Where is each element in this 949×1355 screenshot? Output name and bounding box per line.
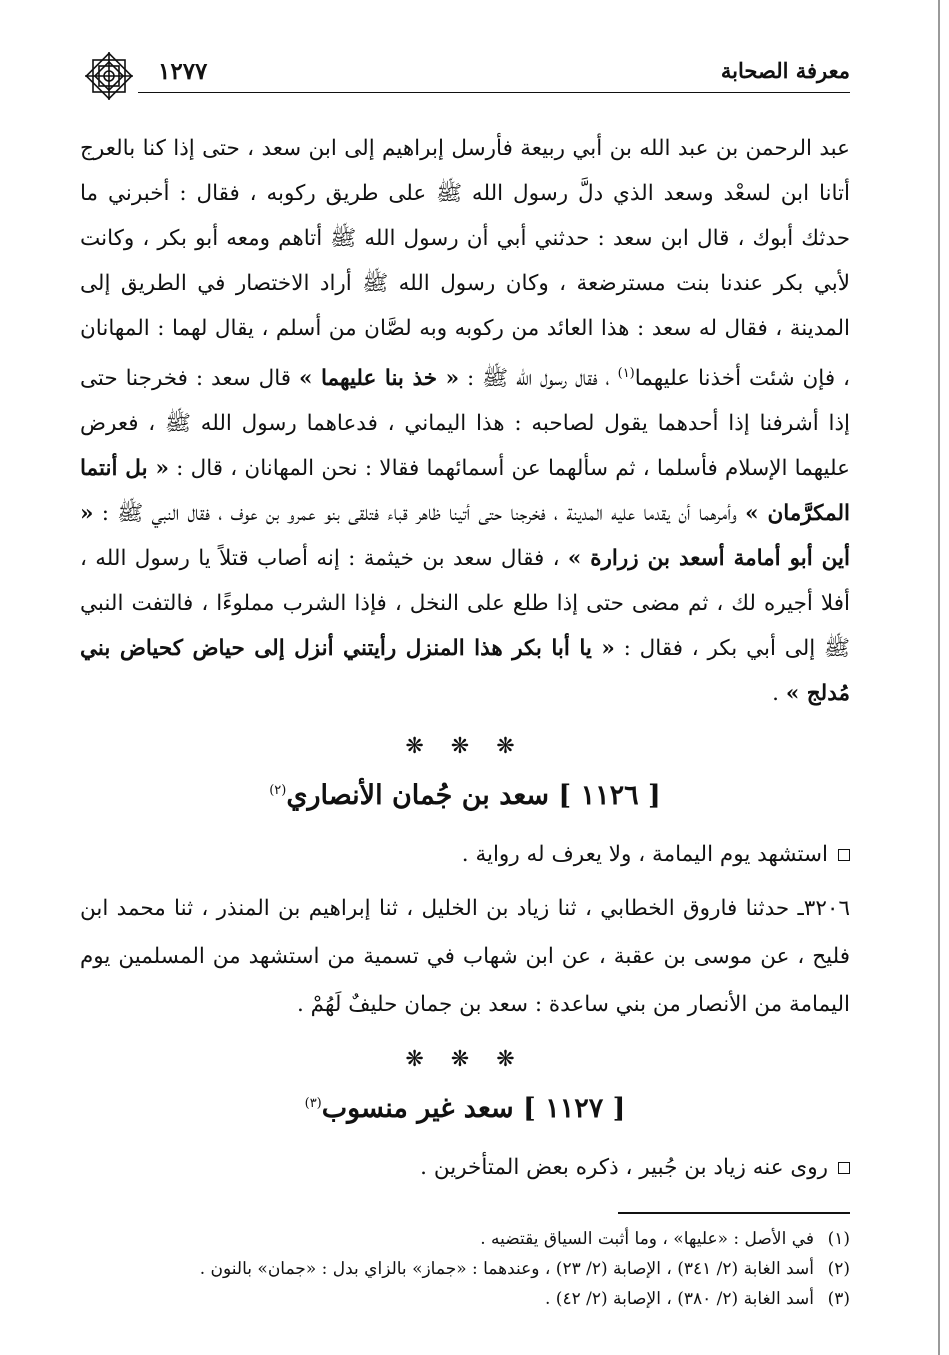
book-page: [80, 48, 850, 1314]
footnote-number: (٣): [827, 1288, 850, 1309]
square-bullet-icon: [838, 849, 850, 861]
paragraph-text: .: [772, 681, 779, 707]
entry-note-text: روى عنه زياد بن جُبير ، ذكره بعض المتأخرين .: [420, 1155, 828, 1181]
footnote-ref-1: (١): [617, 366, 635, 381]
footnote-text: في الأصل : «عليها» ، وما أثبت السياق يقتضيه .: [480, 1228, 814, 1249]
ornament-icon: [80, 50, 138, 102]
footnote-number: (٢): [827, 1258, 850, 1279]
footnotes: [80, 1224, 850, 1314]
section-separator: ❋ ❋ ❋: [405, 734, 525, 760]
footnote: [80, 1254, 850, 1284]
page-edge-line: [938, 0, 940, 1355]
footnote-text: أسد الغابة (٢/ ٣٤١) ، الإصابة (٢/ ٢٣) ، وعندهما : «جماز» بالزاي بدل : «جمان» بالنون .: [199, 1258, 814, 1279]
paragraph-text: ، فقال سعد بن خيثمة : إنه أصاب قتلاً يا رسول الله ، أفلا أجيره لك ، ثم مضى حتى إذا طلع على النخل ، فإذا الشرب مملوءًا ، فالتفت النبي ﷺ إلى أبي بكر ، فقال :: [80, 546, 850, 662]
entry-note: [80, 833, 850, 877]
running-title: معرفة الصحابة: [720, 58, 850, 83]
footnote-text: أسد الغابة (٢/ ٣٨٠) ، الإصابة (٢/ ٤٢) .: [545, 1288, 814, 1309]
main-paragraph: [80, 126, 850, 716]
footnote: [80, 1284, 850, 1314]
footnote-ref-2: (٢): [269, 783, 287, 799]
paragraph-text: وأمرهما أن يقدما عليه المدينة ، فخرجنا حتى أتينا ظاهر قباء فتلقى بنو عمرو بن عوف ، فقال النبي ﷺ :: [93, 501, 737, 527]
entry-heading-1126: [80, 770, 850, 817]
prophetic-quote: « خذ بنا عليهما »: [299, 366, 460, 392]
entry-title: [ ١١٢٦ ] سعد بن جُمان الأنصاري: [286, 780, 661, 812]
page-header: [80, 48, 850, 93]
paragraph-text: ، فقال رسول الله ﷺ :: [459, 366, 610, 392]
prophetic-quote: « يا أبا بكر هذا المنزل رأيتني أنزل إلى حياض كحياض بني مُدلج »: [80, 636, 850, 707]
prophetic-quote: « أين أبو أمامة أسعد بن زرارة »: [80, 501, 850, 572]
footnote: [80, 1224, 850, 1254]
entry-note: [80, 1146, 850, 1190]
footnote-number: (١): [827, 1228, 850, 1249]
prophetic-quote: « بل أنتما المكرَّمان »: [80, 456, 850, 527]
entry-note-text: استشهد يوم اليمامة ، ولا يعرف له رواية .: [461, 842, 828, 868]
section-separator: ❋ ❋ ❋: [405, 1047, 525, 1073]
paragraph-text: عبد الرحمن بن عبد الله بن أبي ربيعة فأرسل إبراهيم إلى ابن سعد ، حتى إذا كنا بالعرج أتانا ابن لسعْد وسعد الذي دلَّ رسول الله ﷺ على طريق ركوبه ، فقال : أخبرني ما حدثك أبوك ، قال ابن سعد : حدثني أبي أن رسول الله ﷺ أتاهم ومعه أبو بكر ، وكانت لأبي بكر عندنا بنت مسترضعة ، وكان رسول الله ﷺ أراد الاختصار في الطريق إلى المدينة ، فقال له سعد : هذا العائد من ركوبه وبه لصَّان من أسلم ، يقال لهما : المهانان ، فإن شئت أخذنا عليهما: [80, 136, 850, 392]
square-bullet-icon: [838, 1162, 850, 1174]
footnote-ref-3: (٣): [304, 1096, 322, 1112]
entry-title: [ ١١٢٧ ] سعد غير منسوب: [321, 1093, 626, 1125]
entry-heading-1127: [80, 1083, 850, 1130]
hadith-3206: ٣٢٠٦ـ حدثنا فاروق الخطابي ، ثنا زياد بن الخليل ، ثنا إبراهيم بن المنذر ، ثنا محمد ابن فليح ، عن موسى بن عقبة ، عن ابن شهاب في تسمية من استشهد من المسلمين يوم اليمامة من الأنصار من بني ساعدة : سعد بن جمان حليفٌ لَهُمْ .: [80, 896, 850, 1018]
footnote-divider: [618, 1212, 850, 1214]
page-number: ١٢٧٧: [158, 58, 208, 85]
paragraph-text: قال سعد : فخرجنا حتى إذا أشرفنا إذا أحدهما يقول لصاحبه : هذا اليماني ، فدعاهما رسول الله ﷺ ، فعرض عليهما الإسلام فأسلما ، ثم سألهما عن أسمائهما فقالا : نحن المهانان ، قال :: [80, 366, 850, 482]
